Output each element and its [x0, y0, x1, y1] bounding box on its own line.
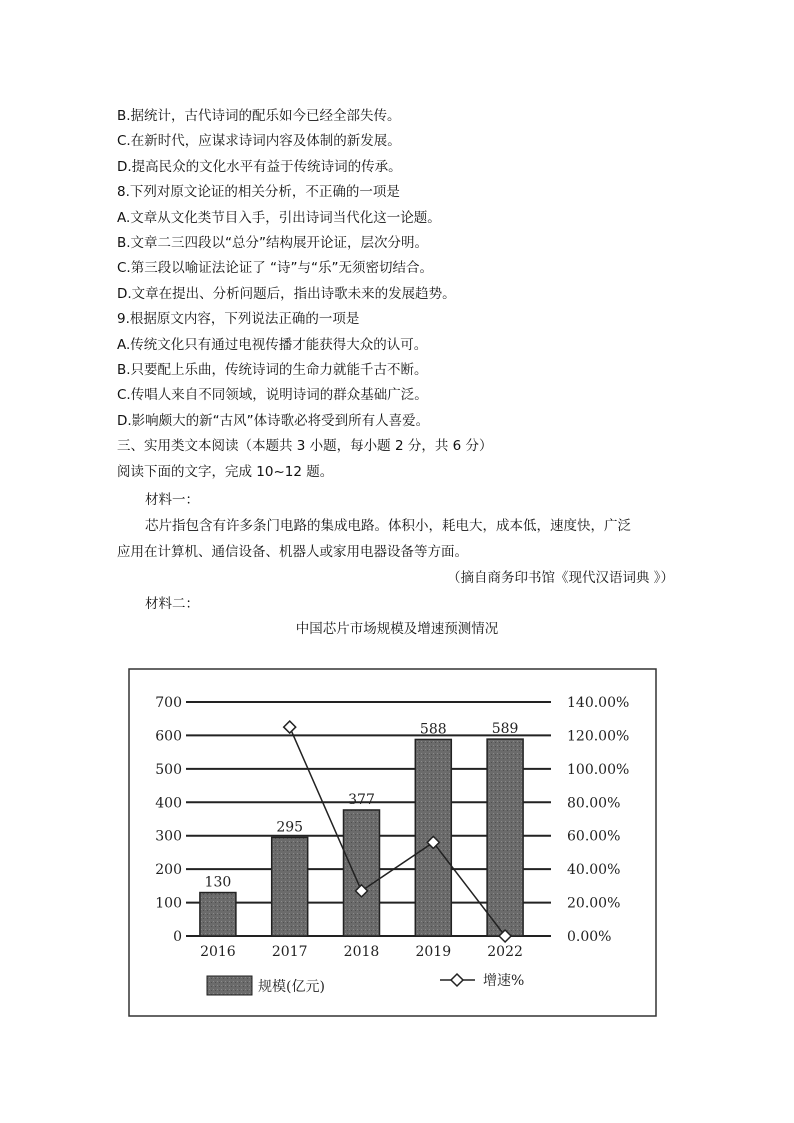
bar-value-label: 589: [491, 721, 519, 738]
legend-line-marker: [451, 974, 463, 986]
y-tick-label: 700: [155, 695, 182, 711]
y2-tick-label: 100.00%: [567, 761, 630, 778]
material1-paragraph: 芯片指包含有许多条门电路的集成电路。体积小，耗电大，成本低，速度快，广泛: [145, 518, 631, 534]
bar-2022: [487, 739, 523, 936]
text-line: B.据统计，古代诗词的配乐如今已经全部失传。: [117, 108, 401, 124]
legend-bar-label: 规模(亿元): [258, 979, 325, 995]
text-line: B.只要配上乐曲，传统诗词的生命力就能千古不断。: [117, 362, 428, 378]
x-tick-label: 2017: [271, 944, 308, 960]
y-tick-label: 300: [155, 828, 182, 845]
y-tick-label: 200: [155, 862, 182, 879]
text-line: D.文章在提出、分析问题后，指出诗歌未来的发展趋势。: [117, 285, 456, 302]
y2-tick-label: 80.00%: [567, 795, 621, 812]
chart-title: 中国芯片市场规模及增速预测情况: [295, 621, 499, 637]
y2-tick-label: 140.00%: [567, 695, 630, 711]
legend-line-label: 增速%: [483, 973, 525, 989]
y2-tick-label: 0.00%: [567, 929, 612, 945]
bar-2016: [200, 893, 236, 936]
y2-tick-label: 20.00%: [567, 895, 621, 912]
x-tick-label: 2022: [487, 944, 523, 960]
y2-tick-label: 40.00%: [567, 862, 621, 879]
text-line: D.影响颇大的新“古风”体诗歌必将受到所有人喜爱。: [117, 412, 430, 429]
text-line: B.文章二三四段以“总分”结构展开论证，层次分明。: [117, 235, 429, 251]
y2-tick-label: 120.00%: [567, 728, 630, 745]
source-citation: （摘自商务印书馆《现代汉语词典 》）: [446, 570, 674, 586]
text-line: C.在新时代，应谋求诗词内容及体制的新发展。: [117, 133, 401, 150]
y2-tick-label: 60.00%: [567, 828, 621, 845]
text-line: 三、实用类文本阅读（本题共 3 小题，每小题 2 分，共 6 分）: [117, 438, 493, 455]
material1-paragraph-cont: 应用在计算机、通信设备、机器人或家用电器设备等方面。: [117, 544, 468, 560]
text-line: 阅读下面的文字，完成 10~12 题。: [117, 463, 334, 480]
legend-bar-swatch: [207, 976, 252, 995]
text-line: A.传统文化只有通过电视传播才能获得大众的认可。: [117, 336, 428, 353]
bar-value-label: 130: [204, 874, 232, 891]
y-tick-label: 600: [155, 728, 182, 745]
text-line: C.传唱人来自不同领域，说明诗词的群众基础广泛。: [117, 387, 428, 404]
material2-label: 材料二：: [145, 596, 199, 612]
growth-line: [290, 727, 505, 936]
text-line: 8.下列对原文论证的相关分析，不正确的一项是: [117, 184, 400, 201]
material1-label: 材料一：: [145, 492, 199, 508]
y-tick-label: 0: [173, 929, 182, 945]
bar-2018: [344, 810, 380, 936]
y-tick-label: 500: [155, 761, 182, 778]
y-tick-label: 100: [155, 895, 182, 912]
bar-2017: [272, 837, 308, 936]
bar-value-label: 588: [419, 721, 447, 738]
text-line: 9.根据原文内容，下列说法正确的一项是: [117, 311, 360, 328]
text-line: A.文章从文化类节目入手，引出诗词当代化这一论题。: [117, 209, 441, 226]
growth-marker: [284, 721, 296, 733]
text-line: D.提高民众的文化水平有益于传统诗词的传承。: [117, 158, 402, 175]
x-tick-label: 2019: [415, 944, 452, 960]
x-tick-label: 2018: [343, 944, 380, 960]
bar-value-label: 295: [276, 819, 304, 836]
y-tick-label: 400: [155, 795, 182, 812]
bar-value-label: 377: [348, 791, 375, 808]
text-line: C.第三段以喻证法论证了 “诗”与“乐”无须密切结合。: [117, 260, 433, 277]
x-tick-label: 2016: [200, 944, 236, 960]
